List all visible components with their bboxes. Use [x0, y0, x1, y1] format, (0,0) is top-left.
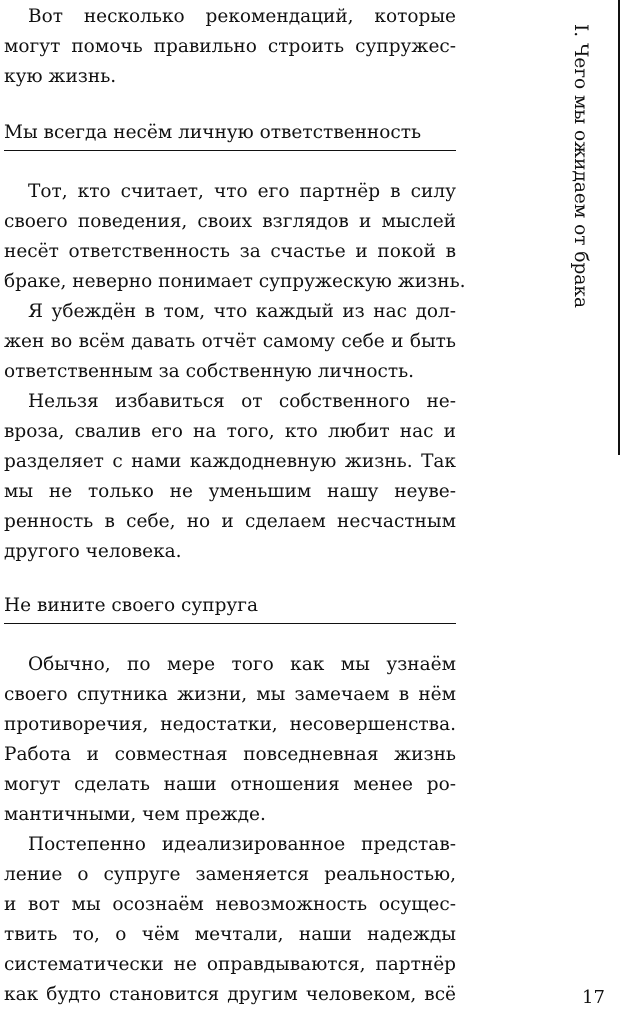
- text-line: Обычно, по мере того как мы узнаём: [28, 654, 456, 675]
- text-line: ответственным за собственную личность.: [4, 361, 415, 382]
- section-heading: Не вините своего супруга: [4, 591, 456, 624]
- text-line: систематически не оправдываются, партнёр: [4, 954, 456, 975]
- text-line: Тот, кто считает, что его партнёр в силу: [28, 181, 456, 202]
- paragraph: [4, 650, 456, 830]
- text-line: и вот мы осознаём невозможность осущес-: [4, 894, 456, 915]
- page-number: 17: [582, 987, 605, 1008]
- paragraph: [4, 830, 456, 1010]
- text-line: Вот несколько рекомендаций, которые: [28, 6, 456, 27]
- text-line: противоречия, недостатки, несовершенства.: [4, 714, 456, 735]
- text-line: жен во всём давать отчёт самому себе и быть: [4, 331, 456, 352]
- text-line: кую жизнь.: [4, 66, 117, 87]
- text-line: могут помочь правильно строить супружес-: [4, 36, 456, 57]
- text-line: Я убеждён в том, что каждый из нас дол-: [28, 301, 456, 322]
- text-line: Постепенно идеализированное представ-: [28, 834, 456, 855]
- text-line: несёт ответственность за счастье и покой в: [4, 241, 456, 262]
- text-line: Работа и совместная повседневная жизнь: [4, 744, 456, 765]
- text-line: Нельзя избавиться от собственного не-: [28, 391, 456, 412]
- section-heading: Мы всегда несём личную ответственность: [4, 118, 456, 151]
- text-line: могут сделать наши отношения менее ро-: [4, 774, 456, 795]
- text-line: как будто становится другим человеком, всё: [4, 984, 456, 1005]
- text-line: мы не только не уменьшим нашу неуве-: [4, 481, 456, 502]
- text-line: разделяет с нами каждодневную жизнь. Так: [4, 451, 456, 472]
- running-head: I. Чего мы ожидаем от брака: [570, 24, 591, 309]
- text-line: ление о супруге заменяется реальностью,: [4, 864, 456, 885]
- paragraph: [4, 297, 456, 387]
- text-line: твить то, о чём мечтали, наши надежды: [4, 924, 456, 945]
- text-line: мантичными, чем прежде.: [4, 804, 266, 825]
- intro-paragraph: [4, 0, 456, 92]
- paragraph: [4, 387, 456, 567]
- text-line: ренность в себе, но и сделаем несчастным: [4, 511, 456, 532]
- running-head-rule: [618, 0, 620, 455]
- text-line: вроза, свалив его на того, кто любит нас и: [4, 421, 456, 442]
- text-line: браке, неверно понимает супружескую жизнь.: [4, 271, 466, 292]
- paragraph: [4, 177, 466, 297]
- body-text: [4, 0, 466, 1010]
- text-line: другого человека.: [4, 541, 182, 562]
- text-line: своего поведения, своих взглядов и мыслей: [4, 211, 456, 232]
- text-line: своего спутника жизни, мы замечаем в нём: [4, 684, 456, 705]
